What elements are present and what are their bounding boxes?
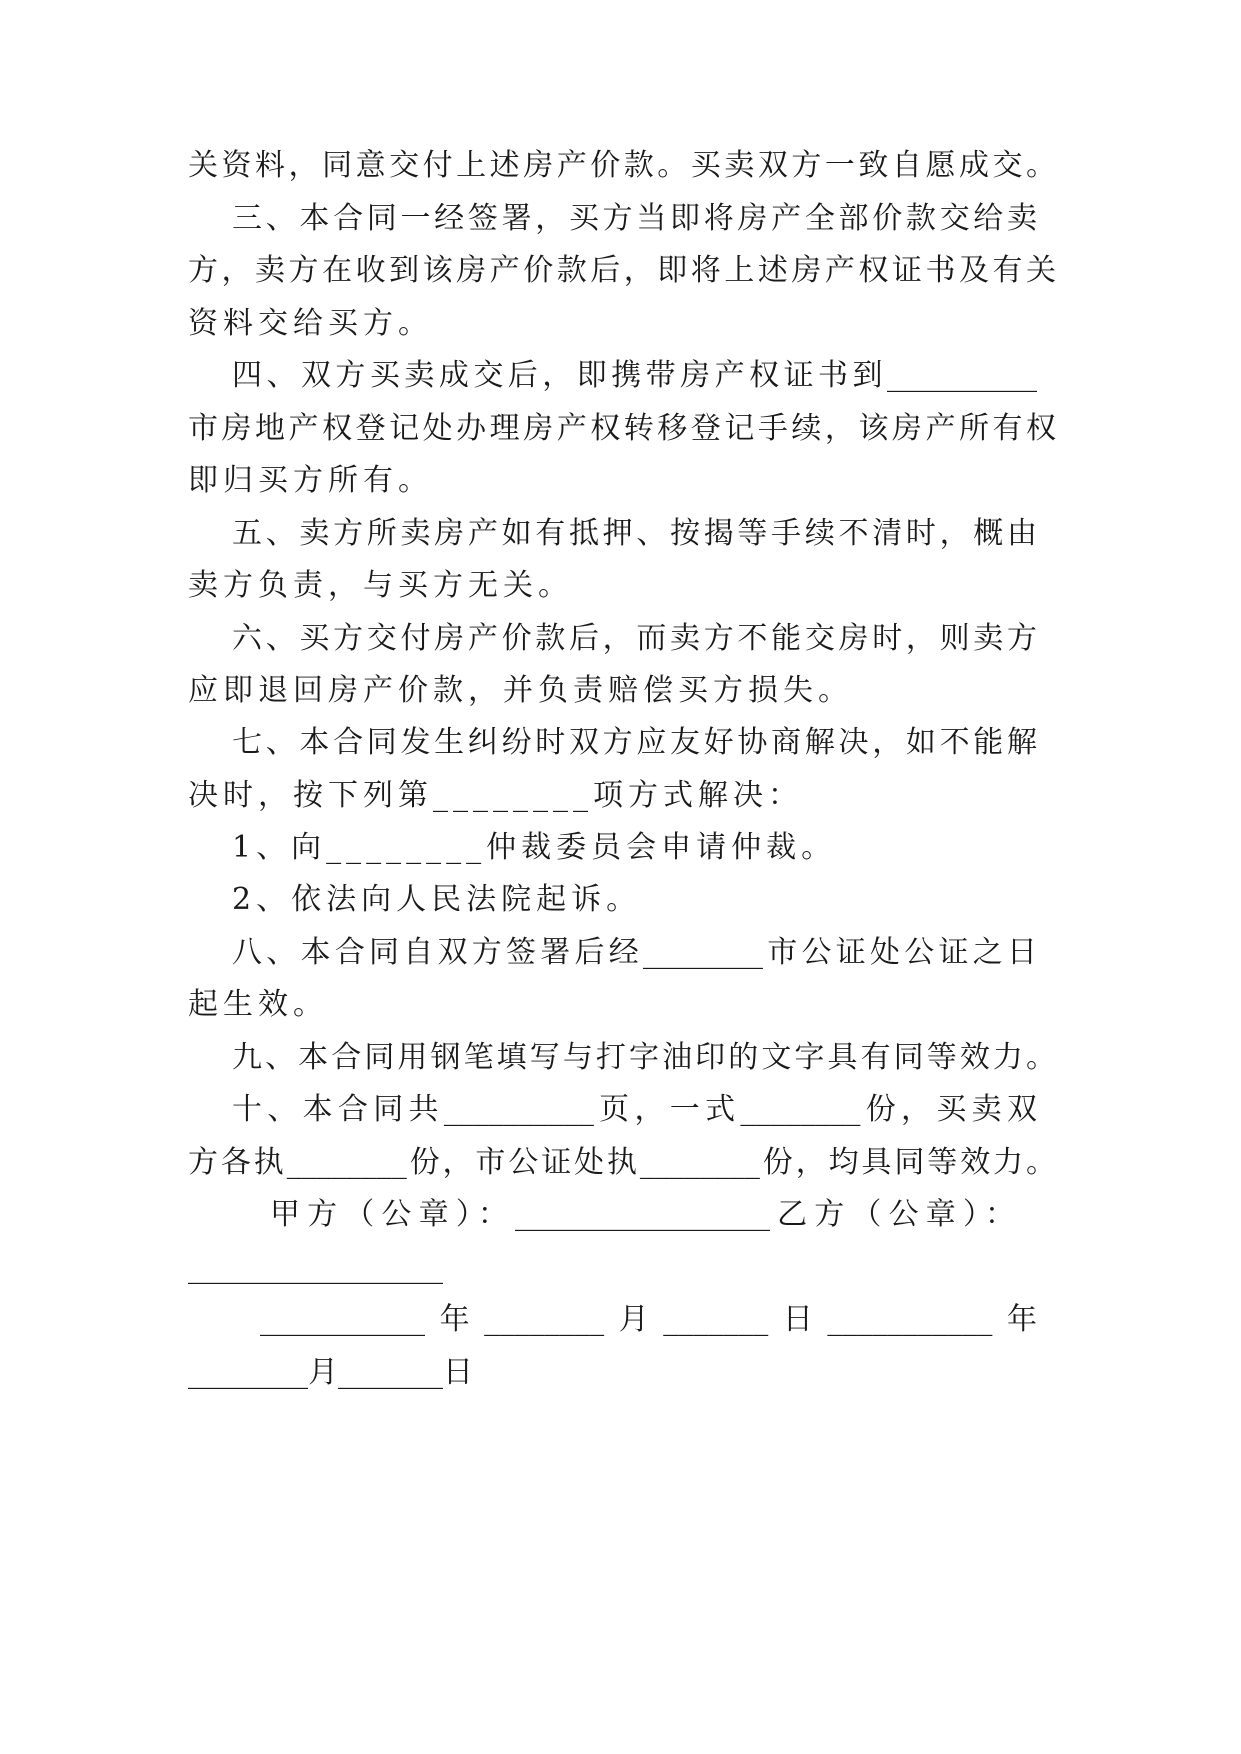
clause-7-option-1: 1、向________仲裁委员会申请仲裁。: [232, 830, 837, 865]
clause-3-line: 资料交给买方。: [188, 306, 433, 341]
date-line: ___________年________月_______日___________年: [260, 1302, 1037, 1337]
clause-7-line: 七、本合同发生纠纷时双方应友好协商解决，如不能解: [232, 725, 1037, 760]
clause-9-line: 九、本合同用钢笔填写与打字油印的文字具有同等效力。: [232, 1040, 1056, 1075]
clause-8-line: 八、本合同自双方签署后经________市公证处公证之日: [232, 935, 1037, 970]
clause-7-option-2: 2、依法向人民法院起诉。: [232, 882, 642, 917]
clause-6-line: 应即退回房产价款，并负责赔偿买方损失。: [188, 673, 853, 708]
date-line: ________月_______日: [188, 1355, 473, 1390]
clause-10-line: 十、本合同共__________页，一式________份，买卖双: [232, 1092, 1037, 1127]
clause-3-line: 三、本合同一经签署，买方当即将房产全部价款交给卖: [232, 201, 1037, 236]
signature-parties-line: 甲方（公章）：_________________乙方（公章）：: [270, 1197, 1015, 1232]
clause-10-line: 方各执________份，市公证处执________份，均具同等效力。: [188, 1145, 1056, 1180]
clause-4-line: 四、双方买卖成交后，即携带房产权证书到__________: [232, 358, 1037, 393]
clause-6-line: 六、买方交付房产价款后，而卖方不能交房时，则卖方: [232, 621, 1037, 656]
contract-line: 关资料，同意交付上述房产价款。买卖双方一致自愿成交。: [188, 148, 1056, 183]
clause-7-line: 决时，按下列第________项方式解决：: [188, 778, 803, 813]
clause-4-line: 市房地产权登记处办理房产权转移登记手续，该房产所有权: [188, 411, 1056, 446]
clause-5-line: 五、卖方所卖房产如有抵押、按揭等手续不清时，概由: [232, 516, 1037, 551]
signature-blank: _________________: [188, 1250, 443, 1285]
clause-8-line: 起生效。: [188, 987, 328, 1022]
clause-3-line: 方，卖方在收到该房产价款后，即将上述房产权证书及有关: [188, 253, 1056, 288]
clause-4-line: 即归买方所有。: [188, 463, 433, 498]
clause-5-line: 卖方负责，与买方无关。: [188, 568, 573, 603]
